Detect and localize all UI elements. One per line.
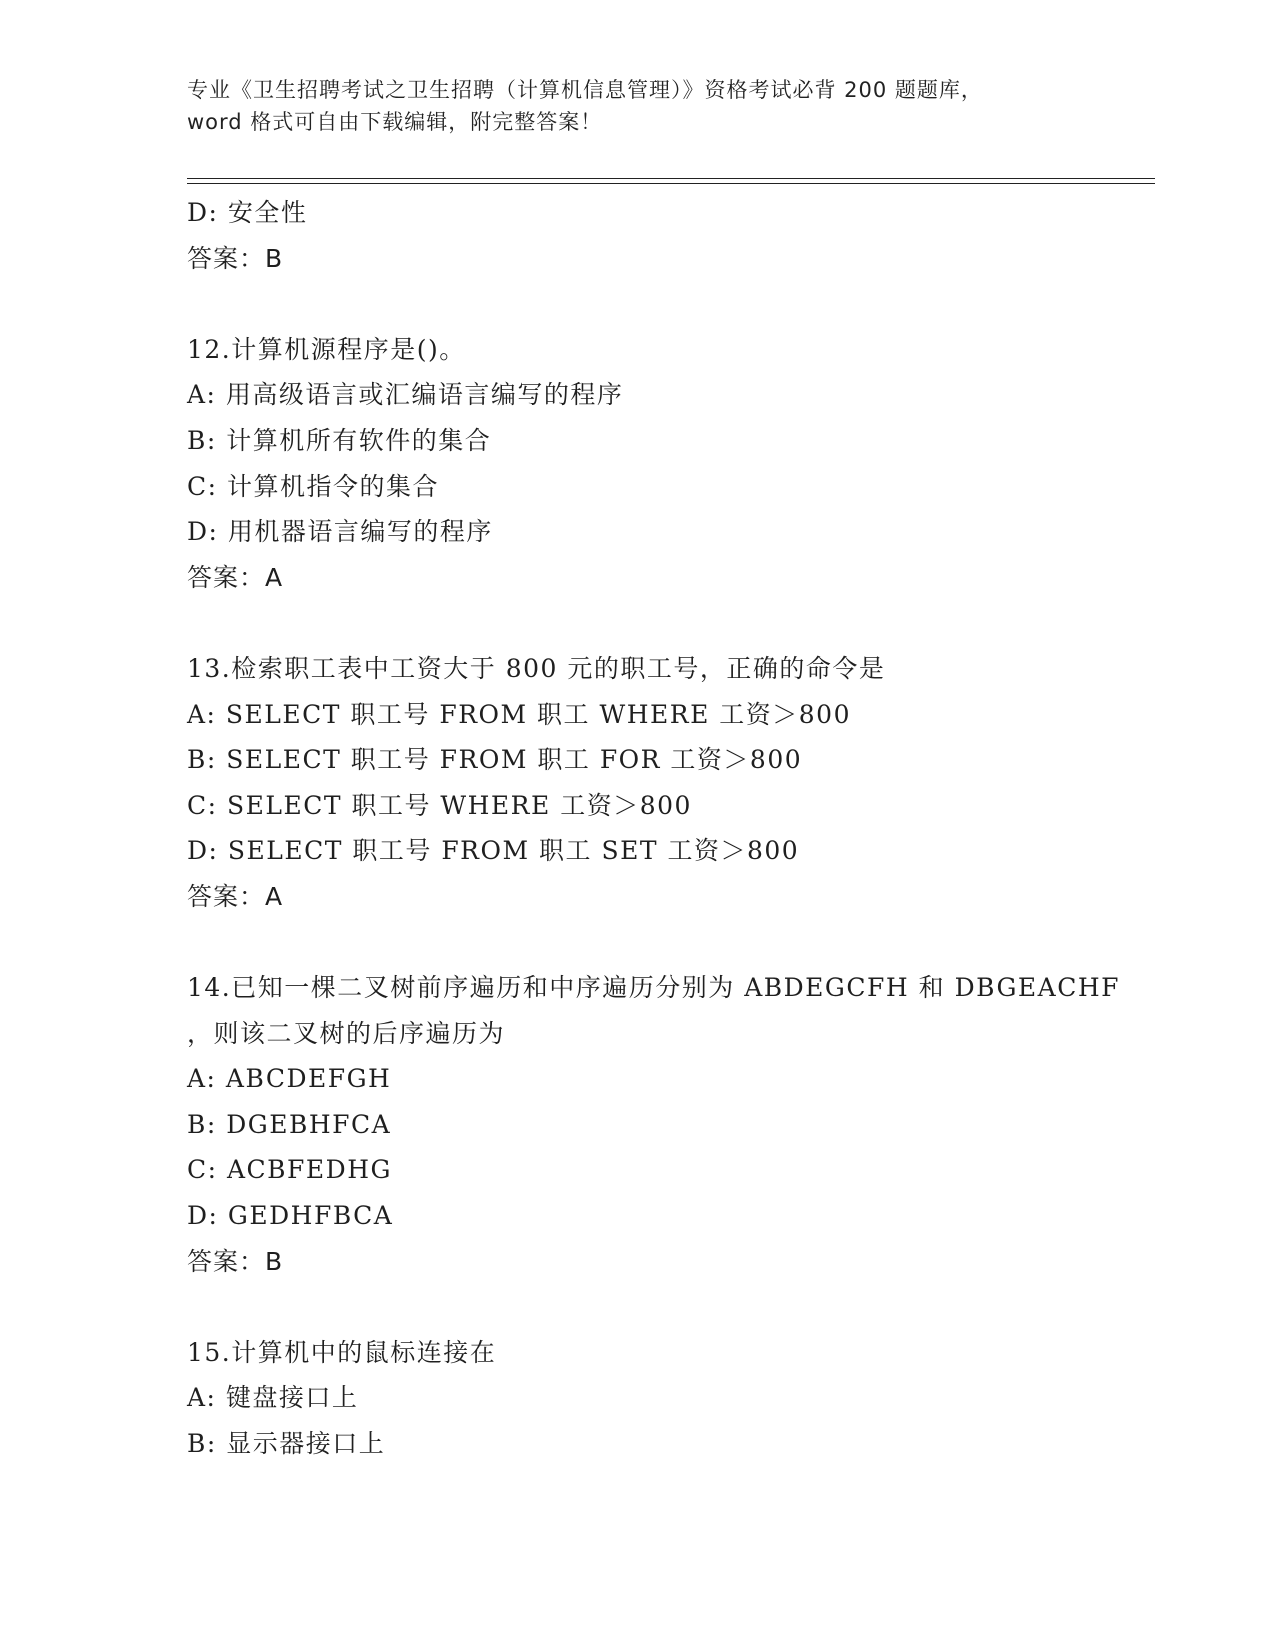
question-12 xyxy=(187,327,1147,601)
option-b: B: 显示器接口上 xyxy=(187,1429,386,1459)
question-stem-line-2: ，则该二叉树的后序遍历为 xyxy=(187,1018,506,1048)
option-a: A: 用高级语言或汇编语言编写的程序 xyxy=(187,380,624,410)
question-list xyxy=(187,190,1147,1467)
header-line-2: word 格式可自由下载编辑，附完整答案！ xyxy=(187,110,603,134)
option-c: C: SELECT 职工号 WHERE 工资＞800 xyxy=(187,790,692,820)
document-header xyxy=(187,74,1087,138)
header-line-1: 专业《卫生招聘考试之卫生招聘（计算机信息管理）》资格考试必背 200 题题库， xyxy=(187,78,983,102)
spacer xyxy=(187,600,1147,646)
answer: 答案：B xyxy=(187,1246,284,1276)
question-14 xyxy=(187,965,1147,1284)
question-13 xyxy=(187,646,1147,920)
spacer xyxy=(187,1284,1147,1330)
spacer xyxy=(187,281,1147,327)
option-d: D: GEDHFBCA xyxy=(187,1201,394,1231)
option-a: A: 键盘接口上 xyxy=(187,1383,359,1413)
option-d: D: SELECT 职工号 FROM 职工 SET 工资＞800 xyxy=(187,836,800,866)
option-a: A: SELECT 职工号 FROM 职工 WHERE 工资＞800 xyxy=(187,699,851,729)
option-b: B: DGEBHFCA xyxy=(187,1109,392,1139)
question-15 xyxy=(187,1330,1147,1467)
spacer xyxy=(187,920,1147,966)
question-stem: 15.计算机中的鼠标连接在 xyxy=(187,1337,497,1367)
header-divider-top xyxy=(187,178,1155,179)
question-stem: 12.计算机源程序是()。 xyxy=(187,334,466,364)
option-c: C: 计算机指令的集合 xyxy=(187,471,439,501)
option-d: D: 用机器语言编写的程序 xyxy=(187,517,493,547)
prev-option-d: D: 安全性 xyxy=(187,198,308,227)
option-b: B: 计算机所有软件的集合 xyxy=(187,425,492,455)
option-b: B: SELECT 职工号 FROM 职工 FOR 工资＞800 xyxy=(187,745,803,775)
header-divider-bottom xyxy=(187,183,1155,184)
answer: 答案：A xyxy=(187,562,284,592)
question-stem-line-1: 14.已知一棵二叉树前序遍历和中序遍历分别为 ABDEGCFH 和 DBGEACHF xyxy=(187,973,1120,1003)
option-c: C: ACBFEDHG xyxy=(187,1155,392,1185)
option-a: A: ABCDEFGH xyxy=(187,1064,392,1094)
prev-answer: 答案：B xyxy=(187,243,284,273)
question-stem: 13.检索职工表中工资大于 800 元的职工号，正确的命令是 xyxy=(187,653,886,683)
answer: 答案：A xyxy=(187,881,284,911)
